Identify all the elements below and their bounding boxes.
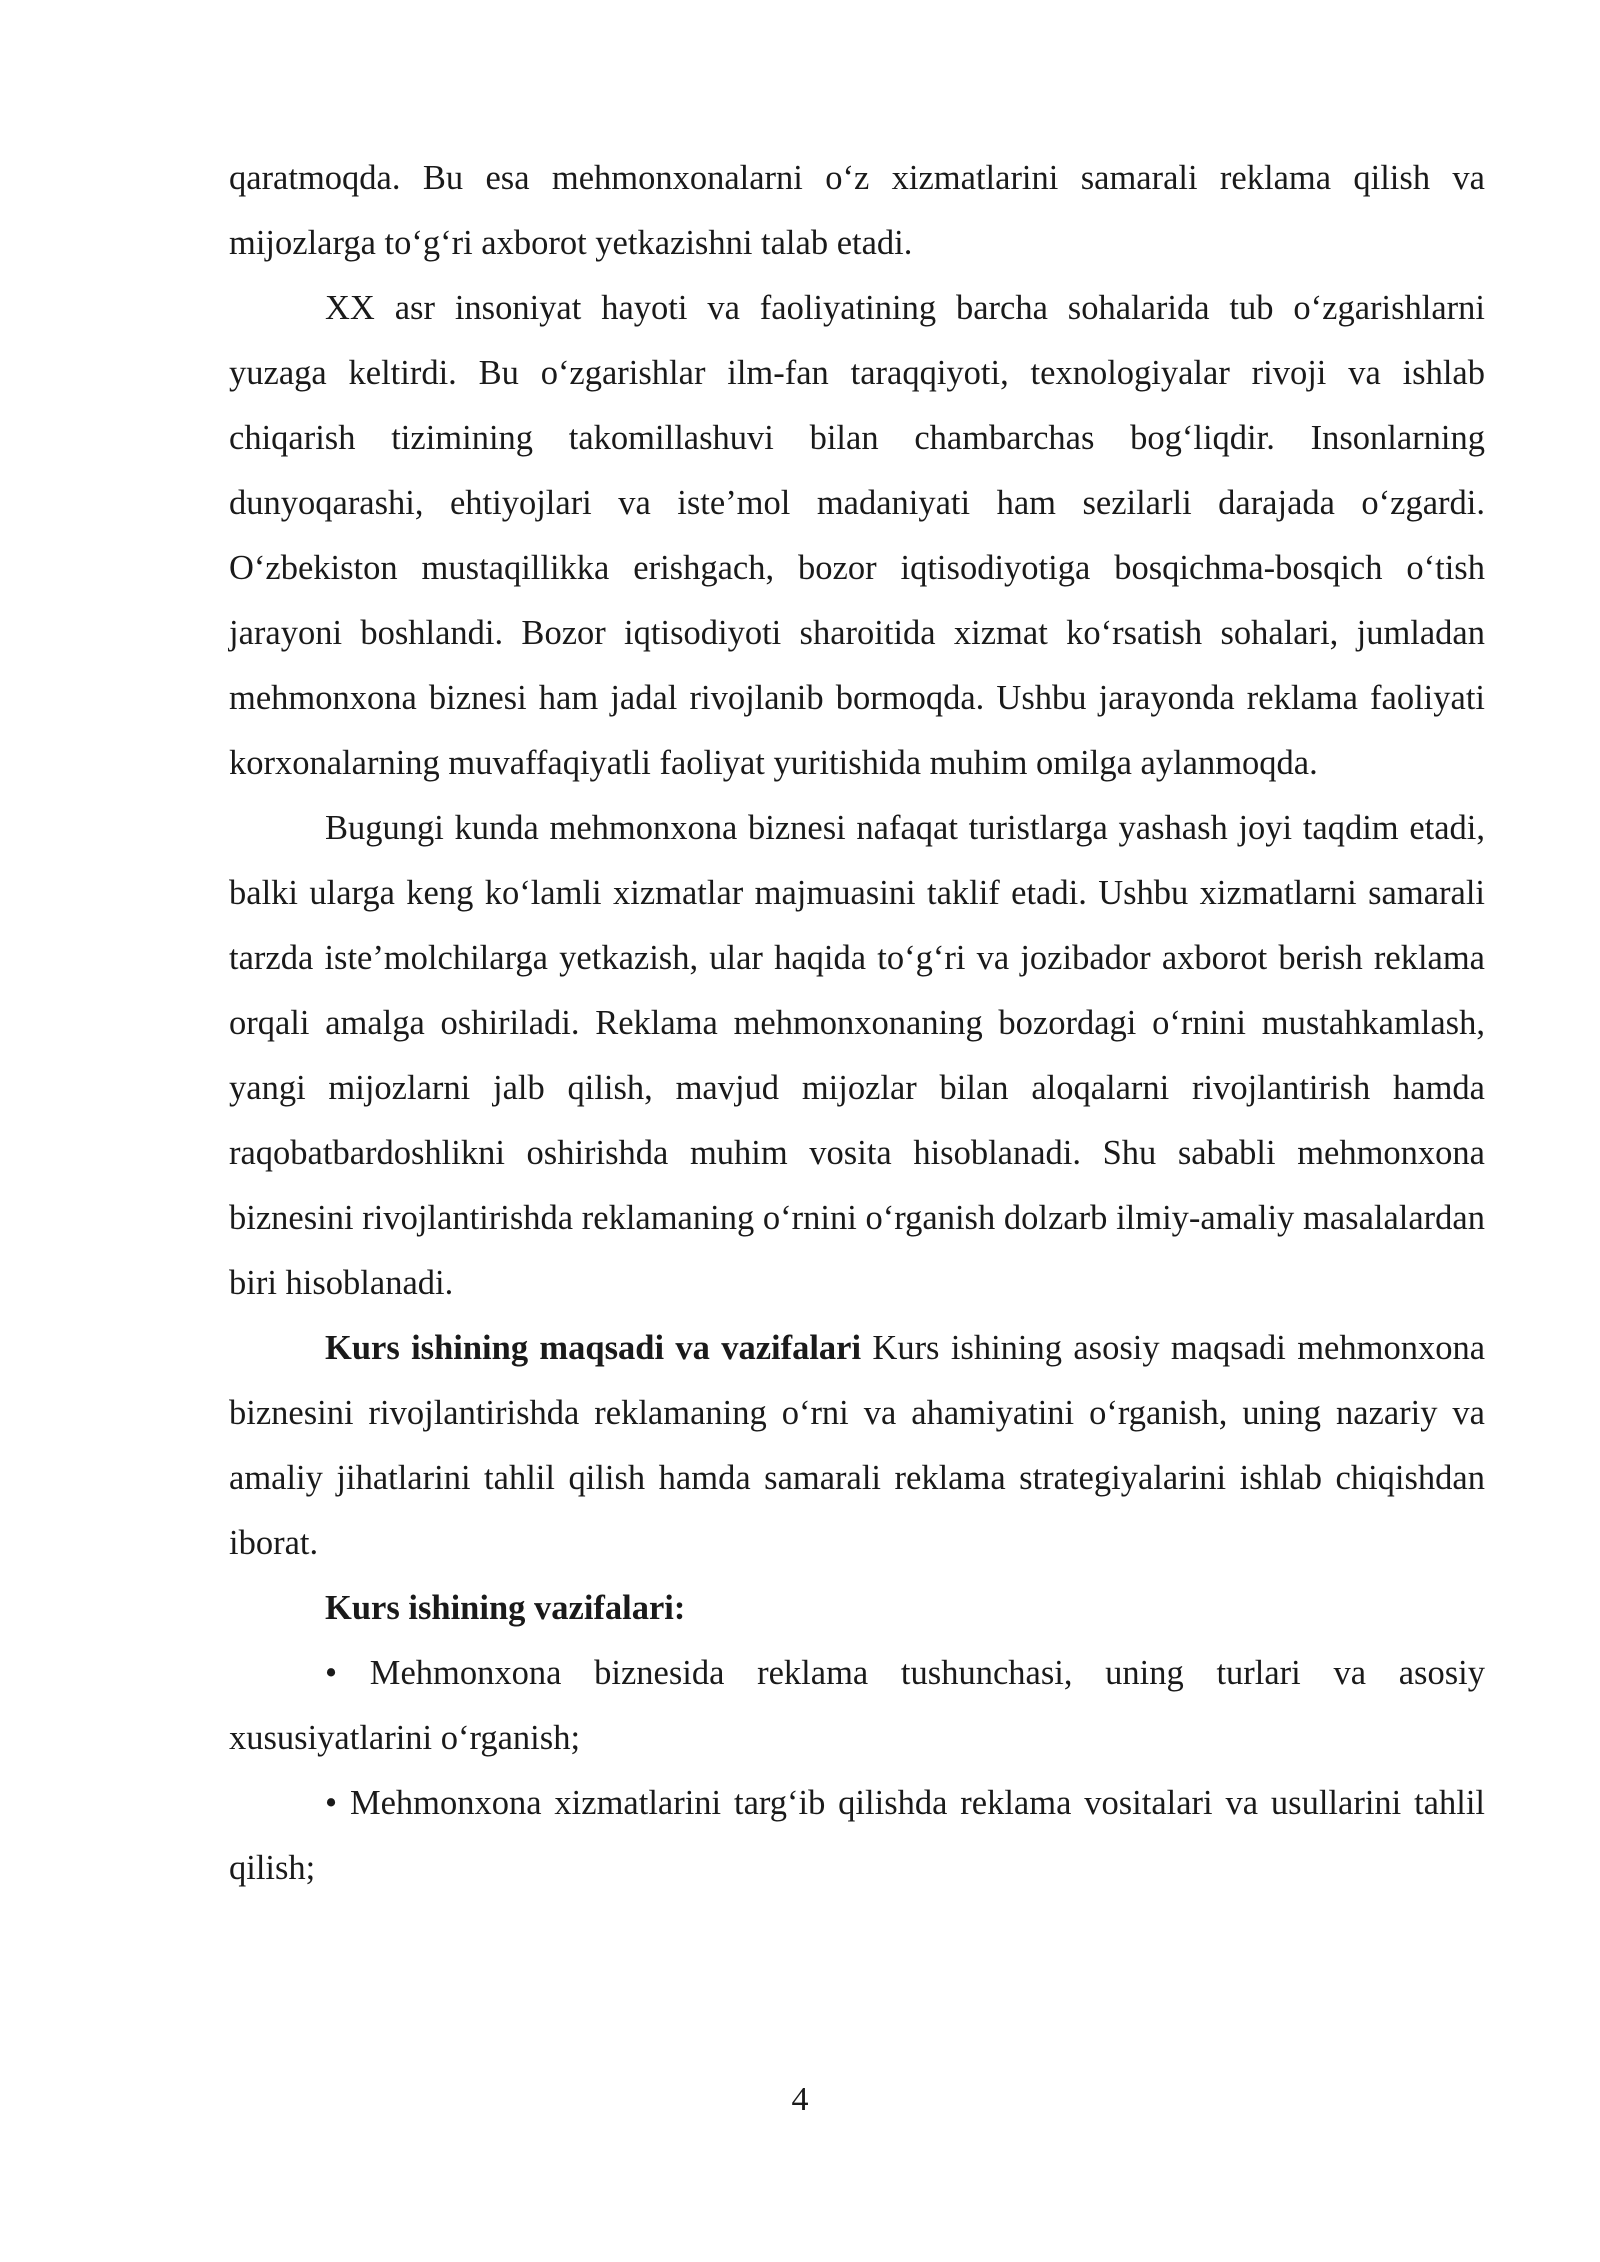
- paragraph-goal: [229, 1316, 1485, 1576]
- task-item-2: • Mehmonxona xizmatlarini targ‘ib qilishda reklama vositalari va usullarini tahlil qilish;: [229, 1784, 1485, 1887]
- paragraph-hotel-business-today: Bugungi kunda mehmonxona biznesi nafaqat turistlarga yashash joyi taqdim etadi, balki ularga keng ko‘lamli xizmatlar majmuasini taklif etadi. Ushbu xizmatlarni samarali tarzda iste’molchilarga yetkazish, ular haqida to‘g‘ri va jozibador axborot berish reklama orqali amalga oshiriladi. Reklama mehmonxonaning bozordagi o‘rnini mustahkamlash, yangi mijozlarni jalb qilish, mavjud mijozlar bilan aloqalarni rivojlantirish hamda raqobatbardoshlikni oshirishda muhim vosita hisoblanadi. Shu sababli mehmonxona biznesini rivojlantirishda reklamaning o‘rnini o‘rganish dolzarb ilmiy-amaliy masalalardan biri hisoblanadi.: [229, 809, 1485, 1302]
- document-body: [229, 146, 1485, 1901]
- goal-heading: Kurs ishining maqsadi va vazifalari: [325, 1329, 862, 1367]
- paragraph-intro-continuation: qaratmoqda. Bu esa mehmonxonalarni o‘z xizmatlarini samarali reklama qilish va mijozlarga to‘g‘ri axborot yetkazishni talab etadi.: [229, 159, 1485, 262]
- task-item-1: • Mehmonxona biznesida reklama tushunchasi, uning turlari va asosiy xususiyatlarini o‘rganish;: [229, 1654, 1485, 1757]
- tasks-heading: Kurs ishining vazifalari:: [325, 1589, 686, 1627]
- goal-text: Kurs ishining asosiy maqsadi mehmonxona biznesini rivojlantirishda reklamaning o‘rni va ahamiyatini o‘rganish, uning nazariy va amaliy jihatlarini tahlil qilish hamda samarali reklama strategiyalarini ishlab chiqishdan iborat.: [229, 1329, 1486, 1562]
- paragraph-xx-century: XX asr insoniyat hayoti va faoliyatining barcha sohalarida tub o‘zgarishlarni yuzaga keltirdi. Bu o‘zgarishlar ilm-fan taraqqiyoti, texnologiyalar rivoji va ishlab chiqarish tizimining takomillashuvi bilan chambarchas bog‘liqdir. Insonlarning dunyoqarashi, ehtiyojlari va iste’mol madaniyati ham sezilarli darajada o‘zgardi. O‘zbekiston mustaqillikka erishgach, bozor iqtisodiyotiga bosqichma-bosqich o‘tish jarayoni boshlandi. Bozor iqtisodiyoti sharoitida xizmat ko‘rsatish sohalari, jumladan mehmonxona biznesi ham jadal rivojlanib bormoqda. Ushbu jarayonda reklama faoliyati korxonalarning muvaffaqiyatli faoliyat yuritishida muhim omilga aylanmoqda.: [229, 289, 1485, 782]
- page-number: 4: [791, 2081, 809, 2118]
